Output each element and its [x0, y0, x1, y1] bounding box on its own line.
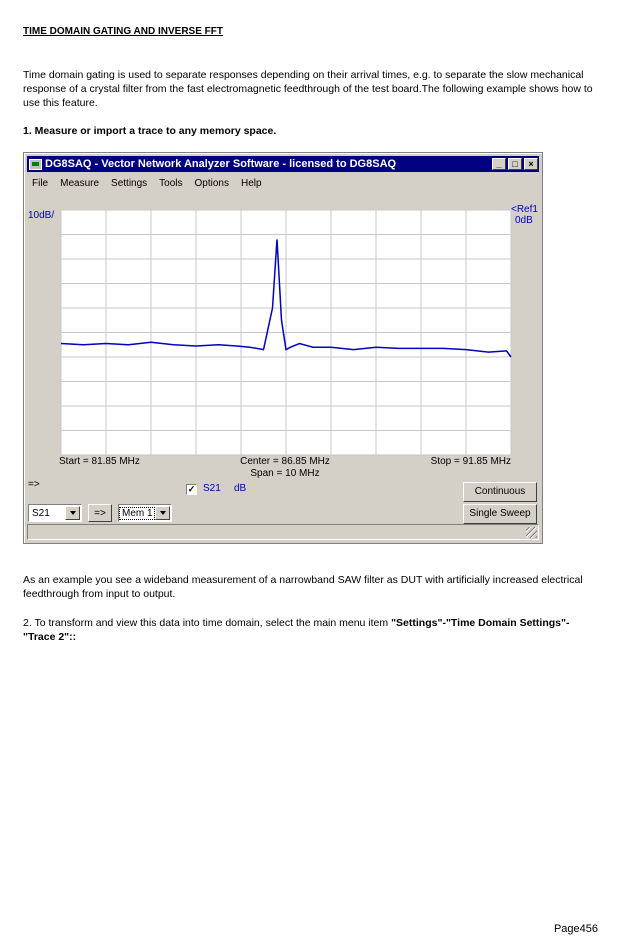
start-frequency-label: Start = 81.85 MHz: [59, 456, 140, 467]
parameter-select-value: S21: [32, 507, 50, 519]
center-frequency-label: Center = 86.85 MHz: [240, 456, 330, 467]
marker-arrow-label: =>: [28, 479, 40, 490]
chevron-down-icon[interactable]: [155, 506, 170, 520]
page-number: Page456: [553, 923, 598, 935]
vna-window: [23, 152, 543, 544]
step-2-menu-path: "Settings"-"Time Domain Settings"-"Trace 2"::: [23, 617, 570, 643]
memory-select[interactable]: [118, 504, 172, 522]
copy-to-memory-button[interactable]: =>: [88, 504, 112, 522]
stop-frequency-label: Stop = 91.85 MHz: [430, 456, 511, 467]
menu-measure[interactable]: Measure: [60, 177, 100, 189]
menu-settings[interactable]: Settings: [111, 177, 148, 189]
memory-select-value: Mem 1: [122, 507, 153, 519]
continuous-button[interactable]: Continuous: [463, 482, 537, 502]
plot-canvas: [27, 194, 539, 510]
menu-bar: [27, 174, 539, 192]
example-paragraph: As an example you see a wideband measurement of a narrowband SAW filter as DUT with artificially increased electrical feedthrough from input to output.: [23, 574, 583, 600]
step-1-heading: 1. Measure or import a trace to any memory space.: [23, 125, 277, 137]
minimize-button[interactable]: _: [492, 158, 506, 170]
trace-name: S21: [203, 483, 221, 494]
resize-grip-icon[interactable]: [526, 527, 537, 538]
menu-options[interactable]: Options: [194, 177, 229, 189]
trace-checkbox[interactable]: ✓: [187, 484, 196, 494]
chevron-down-icon[interactable]: [65, 506, 80, 520]
menu-tools[interactable]: Tools: [159, 177, 183, 189]
trace-unit[interactable]: dB: [234, 483, 247, 494]
parameter-select[interactable]: [28, 504, 82, 522]
document-title: TIME DOMAIN GATING AND INVERSE FFT: [23, 26, 223, 37]
ref-value: 0dB: [515, 215, 533, 226]
span-label: Span = 10 MHz: [250, 468, 320, 479]
intro-paragraph: Time domain gating is used to separate responses depending on their arrival times, e.g. to separate the slow mechanical response of a crystal filter from the fast electromagnetic feedthrough of the test board.The following example shows how to use this feature.: [23, 69, 593, 109]
close-button[interactable]: ×: [524, 158, 538, 170]
step-2-paragraph: [23, 616, 598, 644]
maximize-button[interactable]: □: [508, 158, 522, 170]
step-2-text: 2. To transform and view this data into time domain, select the main menu item: [23, 617, 392, 629]
scale-label: 10dB/: [28, 210, 55, 221]
single-sweep-button[interactable]: Single Sweep: [463, 504, 537, 524]
plot-area: [27, 194, 539, 510]
status-bar: [27, 524, 539, 540]
app-icon: [29, 159, 42, 170]
window-titlebar[interactable]: [27, 156, 539, 172]
ref-label: <Ref1: [511, 204, 538, 215]
menu-help[interactable]: Help: [241, 177, 262, 189]
menu-file[interactable]: File: [32, 177, 49, 189]
window-title: DG8SAQ - Vector Network Analyzer Software - licensed to DG8SAQ: [45, 158, 397, 170]
